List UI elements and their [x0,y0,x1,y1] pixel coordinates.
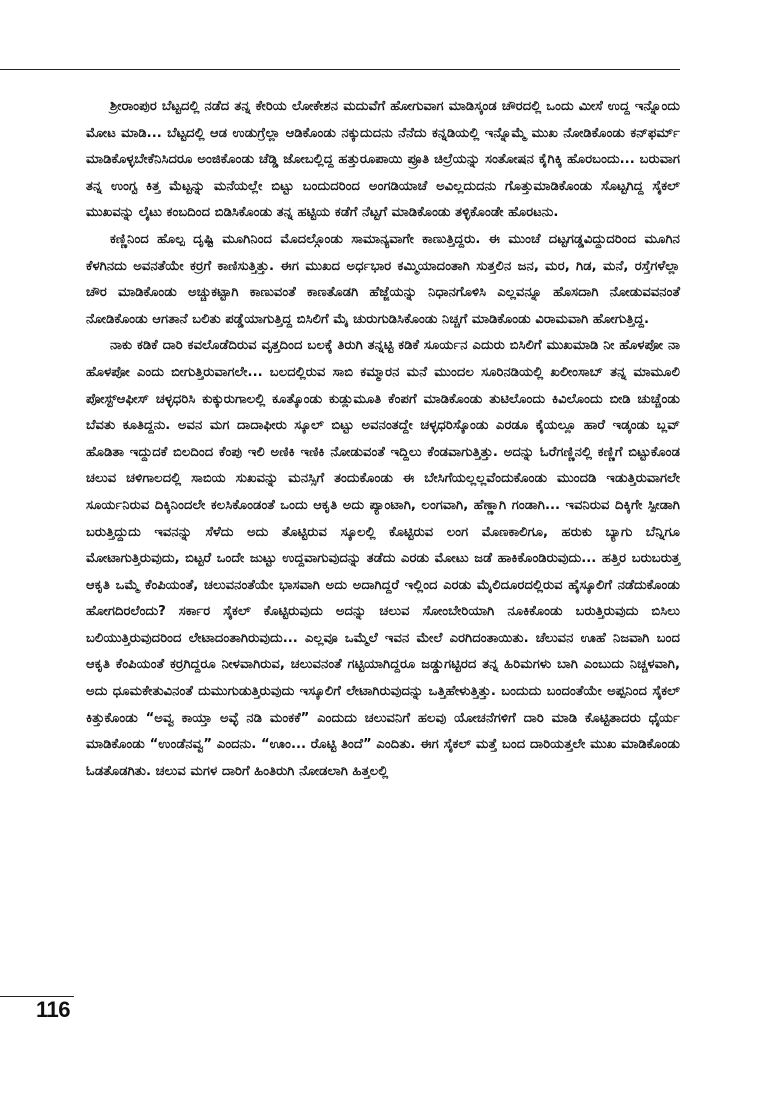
paragraph: ನಾಕು ಕಡಿಕೆ ದಾರಿ ಕವಲೊಡೆದಿರುವ ವೃತ್ತದಿಂದ ಬಲಕ್ಕೆ ತಿರುಗಿ ತನ್ನಟ್ಟಿ ಕಡಿಕೆ ಸೂರ್ಯನ ಎದುರು ಬಿಸಿಲಿಗೆ ಮುಖಮಾಡಿ ನೀ ಹೊಳಪೋ ನಾ ಹೊಳಪೋ ಎಂದು ಬೀಗುತ್ತಿರುವಾಗಲೇ... ಬಲದಲ್ಲಿರುವ ಸಾಬಿ ಕಮ್ಮಾರನ ಮನೆ ಮುಂದಲ ಸೂರಿನಡಿಯಲ್ಲಿ ಖಲೀಂಸಾಬ್ ತನ್ನ ಮಾಮೂಲಿ ಪೋಸ್ಟ್‌ಆಫೀಸ್ ಚಳ್ಳಧರಿಸಿ ಕುಕ್ಕುರುಗಾಲಲ್ಲಿ ಕೂತ್ಕೊಂಡು ಕುಡ್ಲುಮೂತಿ ಕೆಂಪಗೆ ಮಾಡಿಕೊಂಡು ತುಟಿಲೊಂದು ಕಿವಿಲೊಂದು ಬೀಡಿ ಚುಚ್ಚೆಂಡು ಬೆವತು ಕೂತಿದ್ದನು. ಅವನ ಮಗ ದಾದಾಫೀರು ಸ್ಕೂಲ್ ಬಿಟ್ಟು ಅವನಂತದ್ದೇ ಚಳ್ಳಧರಿಸ್ಕೊಂಡು ಎರಡೂ ಕೈಯಲ್ಲೂ ಹಾರೆ ಇಡ್ಕಂಡು ಬ್ಲವ್ ಹೊಡಿತಾ ಇದ್ದುದಕೆ ಬಿಲದಿಂದ ಕೆಂಪು ಇಲಿ ಅಣಿಕಿ ಇಣಿಕಿ ನೋಡುವಂತೆ ಇದ್ದಿಲು ಕೆಂಡವಾಗುತ್ತಿತ್ತು. ಅದನ್ನು ಓರೆಗಣ್ಣಿನಲ್ಲಿ ಕಣ್ಣಿಗೆ ಬಿಟ್ಟುಕೊಂಡ ಚಲುವ ಚಳಿಗಾಲದಲ್ಲಿ ಸಾಬಿಯ ಸುಖವನ್ನು ಮನಸ್ಸಿಗೆ ತಂದುಕೊಂಡು ಈ ಬೇಸಿಗೆಯಲ್ಲಲ್ಲವೆಂದುಕೊಂಡು ಮುಂದಡಿ ಇಡುತ್ತಿರುವಾಗಲೇ ಸೂರ್ಯನಿರುವ ದಿಕ್ಕಿನಿಂದಲೇ ಕಲಸಿಕೊಂಡಂತೆ ಒಂದು ಆಕೃತಿ ಅದು ಪ್ಯಾಂಟಾಗಿ, ಲಂಗವಾಗಿ, ಹೆಣ್ಣಾಗಿ ಗಂಡಾಗಿ... ಇವನಿರುವ ದಿಕ್ಕಿಗೇ ಸ್ಪೀಡಾಗಿ ಬರುತ್ತಿದ್ದುದು ಇವನನ್ನು ಸೆಳೆದು ಅದು ತೊಟ್ಟಿರುವ ಸ್ಕೂಲಲ್ಲಿ ಕೊಟ್ಟಿರುವ ಲಂಗ ಮೊಣಕಾಲಿಗೂ, ಹರುಕು ಬ್ಯಾಗು ಬೆನ್ನಿಗೂ ಮೋಟಾಗುತ್ತಿರುವುದು, ಬಿಟ್ಟರೆ ಒಂದೇ ಜುಟ್ಟು ಉದ್ದವಾಗುವುದನ್ನು ತಡೆದು ಎರಡು ಮೋಟು ಜಡೆ ಹಾಕಿಕೊಂಡಿರುವುದು... ಹತ್ತಿರ ಬರುಬರುತ್ತ ಆಕೃತಿ ಒಮ್ಮೆ ಕೆಂಪಿಯಂತೆ, ಚಲುವನಂತೆಯೇ ಭಾಸವಾಗಿ ಅದು ಅದಾಗಿದ್ದರೆ ಇಲ್ಲಿಂದ ಎರಡು ಮೈಲಿದೂರದಲ್ಲಿರುವ ಹೈಸ್ಕೂಲಿಗೆ ನಡೆದುಕೊಂಡು ಹೋಗದಿರಲೆಂದು? ಸರ್ಕಾರ ಸೈಕಲ್ ಕೊಟ್ಟಿರುವುದು ಅದನ್ನು ಚಲುವ ಸೋಂಬೇರಿಯಾಗಿ ನೂಕಿಕೊಂಡು ಬರುತ್ತಿರುವುದು ಬಿಸಿಲು ಬಲಿಯುತ್ತಿರುವುದರಿಂದ ಲೇಟಾದಂತಾಗಿರುವುದು... ಎಲ್ಲವೂ ಒಮ್ಮೆಲೆ ಇವನ ಮೇಲೆ ಎರಗಿದಂತಾಯಿತು. ಚೆಲುವನ ಊಹೆ ನಿಜವಾಗಿ ಬಂದ ಆಕೃತಿ ಕೆಂಪಿಯಂತೆ ಕರ್‍ರಗಿದ್ದರೂ ನೀಳವಾಗಿರುವ, ಚಲುವನಂತೆ ಗಟ್ಟಿಯಾಗಿದ್ದರೂ ಜಡ್ಡುಗಟ್ಟಿರದ ತನ್ನ ಹಿರಿಮಗಳು ಬಾಗಿ ಎಂಬುದು ನಿಚ್ಚಳವಾಗಿ, ಅದು ಧೂಮಕೇತುವಿನಂತೆ ದುಮುಗುಡುತ್ತಿರುವುದು ಇಸ್ಕೂಲಿಗೆ ಲೇಟಾಗಿರುವುದನ್ನು ಒತ್ತಿಹೇಳುತ್ತಿತ್ತು. ಬಂದುದು ಬಂದಂತೆಯೇ ಅಪ್ಪನಿಂದ ಸೈಕಲ್ ಕಿತ್ತುಕೊಂಡು “ಅವ್ವ ಕಾಯ್ತಾ ಅವ್ಳೆ ನಡಿ ಮಂಕಕೆ” ಎಂದುದು ಚಲುವನಿಗೆ ಹಲವು ಯೋಚನೆಗಳಿಗೆ ದಾರಿ ಮಾಡಿ ಕೊಟ್ಟಿತಾದರು ಧೈರ್ಯ ಮಾಡಿಕೊಂಡು “ಉಂಡೆನವ್ವ” ಎಂದನು. “ಊಂ... ರೊಟ್ಟಿ ತಿಂದೆ” ಎಂದಿತು. ಈಗ ಸೈಕಲ್ ಮತ್ತೆ ಬಂದ ದಾರಿಯತ್ತಲೇ ಮುಖ ಮಾಡಿಕೊಂಡು ಓಡತೊಡಗಿತು. ಚಲುವ ಮಗಳ ದಾರಿಗೆ ಹಿಂತಿರುಗಿ ನೋಡಲಾಗಿ ಹಿತ್ತಲಲ್ಲಿ [86,338,680,779]
paragraph: ಶ್ರೀರಾಂಪುರ ಬೆಟ್ಟದಲ್ಲಿ ನಡೆದ ತನ್ನ ಕೇರಿಯ ಲೋಕೇಶನ ಮದುವೆಗೆ ಹೋಗುವಾಗ ಮಾಡಿಸ್ಕಂಡ ಚೌರದಲ್ಲಿ ಒಂದು ಮೀಸೆ ಉದ್ದ ಇನ್ನೊಂದು ಮೋಟ ಮಾಡಿ... ಬೆಟ್ಟದಲ್ಲಿ ಆಡ ಉಡುಗ್ರೆಲ್ಲಾ ಆಡಿಕೊಂಡು ನಕ್ಕುದುದನು ನೆನೆದು ಕನ್ನಡಿಯಲ್ಲಿ ಇನ್ನೊಮ್ಮೆ ಮುಖ ನೋಡಿಕೊಂಡು ಕನ್‌ಫರ್ಮ್ ಮಾಡಿಕೊಳ್ಳಬೇಕೆನಿಸಿದರೂ ಅಂಜಿಕೊಂಡು ಚೆಡ್ಡಿ ಜೋಬಲ್ಲಿದ್ದ ಹತ್ತುರೂಪಾಯಿ ಪ್ರೂತಿ ಚಿಲ್ರೆಯನ್ನು ಸಂತೋಷನ ಕೈಗಿಕ್ಕಿ ಹೊರಬಂದು... ಬರುವಾಗ ತನ್ನ ಉಂಗ್ಟ ಕಿತ್ತ ಮೆಟ್ಟನ್ನು ಮನೆಯಲ್ಲೇ ಬಿಟ್ಟು ಬಂದುದರಿಂದ ಅಂಗಡಿಯಾಚೆ ಅವಿಲ್ಲದುದನು ಗೊತ್ತುಮಾಡಿಕೊಂಡು ಸೊಟ್ಟಗಿದ್ದ ಸೈಕಲ್ ಮುಖವನ್ನು ಲೈಟು ಕಂಬದಿಂದ ಬಿಡಿಸಿಕೊಂಡು ತನ್ನ ಹಟ್ಟಿಯ ಕಡೆಗೆ ನೆಟ್ಟಗೆ ಮಾಡಿಕೊಂಡು ತಳ್ಳಿಕೊಂಡೇ ಹೊರಟನು. [86,99,680,221]
page-number: 116 [36,997,70,1022]
header-rule [0,69,680,70]
page-body [86,94,680,785]
paragraph: ಕಣ್ಣಿನಿಂದ ಹೊಲ್ಪ ದೃಷ್ಟಿ ಮೂಗಿನಿಂದ ಮೊದಲ್ಗೊಂಡು ಸಾಮಾನ್ಯವಾಗೇ ಕಾಣುತ್ತಿದ್ದರು. ಈ ಮುಂಚೆ ದಟ್ಟಗಡ್ಡವಿದ್ದುದರಿಂದ ಮೂಗಿನ ಕೆಳಗಿನದು ಅವನತೆಯೇ ಕರ್‍ರಗೆ ಕಾಣಿಸುತ್ತಿತ್ತು. ಈಗ ಮುಖದ ಅರ್ಧಭಾರ ಕಮ್ಮಿಯಾದಂತಾಗಿ ಸುತ್ತಲಿನ ಜನ, ಮರ, ಗಿಡ, ಮನೆ, ರಸ್ತೆಗಳೆಲ್ಲಾ ಚೌರ ಮಾಡಿಕೊಂಡು ಅಚ್ಚುಕಟ್ಟಾಗಿ ಕಾಣುವಂತೆ ಕಾಣತೊಡಗಿ ಹೆಜ್ಜೆಯನ್ನು ನಿಧಾನಗೊಳಿಸಿ ಎಲ್ಲವನ್ನೂ ಹೊಸದಾಗಿ ನೋಡುವವನಂತೆ ನೋಡಿಕೊಂಡು ಆಗತಾನೆ ಬಲಿತು ಪಡ್ಡೆಯಾಗುತ್ತಿದ್ದ ಬಿಸಿಲಿಗೆ ಮೈ ಚುರುಗುಡಿಸಿಕೊಂಡು ನಿಚ್ಚಗೆ ಮಾಡಿಕೊಂಡು ವಿರಾಮವಾಗಿ ಹೋಗುತ್ತಿದ್ದ. [86,231,680,327]
